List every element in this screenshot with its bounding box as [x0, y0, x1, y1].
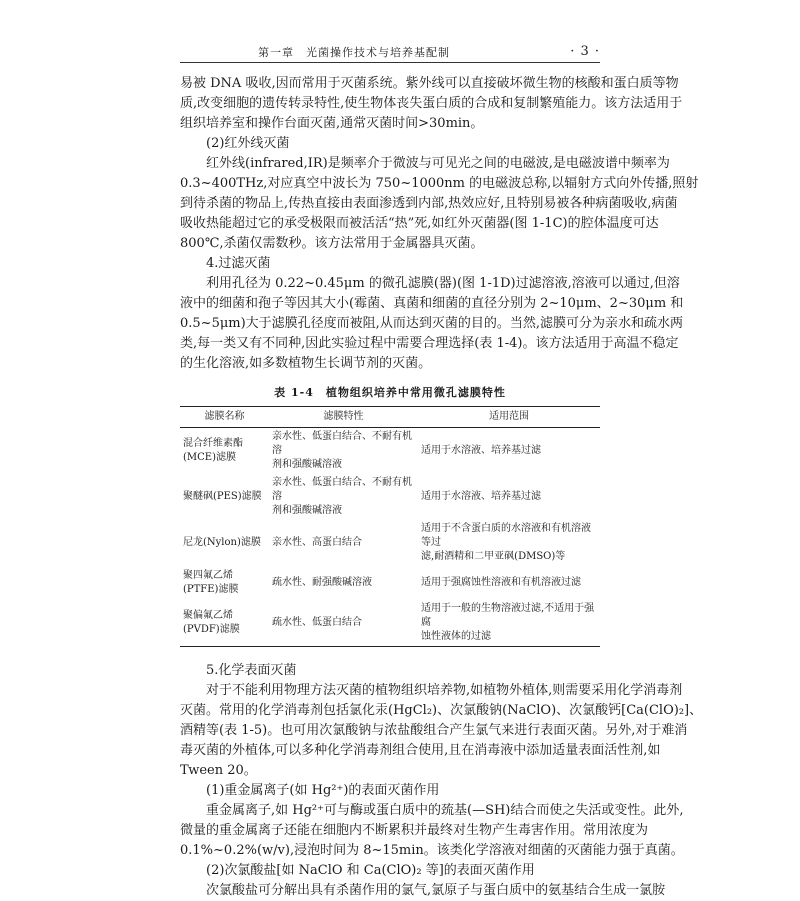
- text-line: Tween 20。: [180, 763, 257, 778]
- text-line: 对于不能利用物理方法灭菌的植物组织培养物,如植物外植体,则需要采用化学消毒剂: [206, 683, 683, 698]
- text-line: 类,每一类又有不同种,因此实验过程中需要合理选择(表 1-4)。该方法适用于高温不稳定: [180, 336, 679, 351]
- table-cell-name: [180, 566, 269, 600]
- text-line: 0.1%~0.2%(w/v),浸泡时间为 8~15min。该类化学溶液对细菌的灭菌能力强于真菌。: [180, 843, 684, 858]
- cell-line: 混合纤维素酯: [183, 438, 243, 449]
- section-heading-chemical: 5.化学表面灭菌: [206, 663, 297, 678]
- text-line: 到待杀菌的物品上,传热直接由表面渗透到内部,热效应好,且特别易被各种病菌吸收,病菌: [180, 196, 678, 211]
- intro-paragraph: [180, 74, 683, 134]
- table-cell-name: [180, 600, 269, 647]
- text-line: 酒精等(表 1-5)。也可用次氯酸钠与浓盐酸组合产生氯气来进行表面灭菌。另外,对于难消: [180, 723, 688, 738]
- text-line: 吸收热能超过它的承受极限而被活活“热”死,如红外灭菌器(图 1-1C)的腔体温度可达: [180, 216, 659, 231]
- column-header: 适用范围: [418, 407, 600, 428]
- text-line: 灭菌。常用的化学消毒剂包括氯化汞(HgCl₂)、次氯酸钠(NaClO)、次氯酸钙[Ca(ClO)₂]、: [180, 703, 703, 718]
- membrane-table: [180, 406, 600, 647]
- column-header: 滤膜名称: [180, 407, 269, 428]
- cell-line: 亲水性、低蛋白结合、不耐有机溶: [272, 431, 412, 456]
- table-cell-name: [180, 474, 269, 520]
- table-row: [180, 600, 600, 647]
- cell-line: 疏水性、耐强酸碱溶液: [272, 577, 372, 588]
- table-cell-feature: [269, 566, 418, 600]
- text-line: 800℃,杀菌仅需数秒。该方法常用于金属器具灭菌。: [180, 236, 484, 251]
- table-cell-feature: [269, 428, 418, 475]
- cell-line: 聚偏氟乙烯: [183, 610, 233, 621]
- cell-line: 蚀性液体的过滤: [421, 631, 491, 642]
- cell-line: 适用于水溶液、培养基过滤: [421, 445, 541, 456]
- chapter-title: 第一章 光菌操作技术与培养基配制: [258, 46, 450, 59]
- cell-line: 尼龙(Nylon)滤膜: [183, 537, 261, 548]
- heavy-metal-paragraph: [180, 801, 684, 861]
- cell-line: 亲水性、高蛋白结合: [272, 537, 362, 548]
- text-line: 的生化溶液,如多数植物生长调节剂的灭菌。: [180, 356, 432, 371]
- table-cell-name: [180, 428, 269, 475]
- table-header-row: [180, 407, 600, 428]
- text-line: 质,改变细胞的遗传转录特性,使生物体丧失蛋白质的合成和复制繁殖能力。该方法适用于: [180, 96, 683, 111]
- section-heading-infrared: (2)红外线灭菌: [206, 136, 290, 151]
- table-row: [180, 474, 600, 520]
- text-line: 红外线(infrared,IR)是频率介于微波与可见光之间的电磁波,是电磁波谱中频率为: [206, 156, 670, 171]
- table-cell-feature: [269, 474, 418, 520]
- cell-line: 聚醚砜(PES)滤膜: [183, 491, 262, 502]
- text-line: 组织培养室和操作台面灭菌,通常灭菌时间>30min。: [180, 116, 484, 131]
- running-header: [180, 44, 600, 60]
- table-cell-usage: [418, 520, 600, 566]
- cell-line: 剂和强酸碱溶液: [272, 505, 342, 516]
- table-cell-name: [180, 520, 269, 566]
- subsection-heading-hypochlorite: (2)次氯酸盐[如 NaClO 和 Ca(ClO)₂ 等]的表面灭菌作用: [206, 863, 535, 878]
- cell-line: (PVDF)滤膜: [183, 624, 240, 635]
- table-cell-usage: [418, 566, 600, 600]
- text-line: 毒灭菌的外植体,可以多种化学消毒剂组合使用,且在消毒液中添加适量表面活性剂,如: [180, 743, 661, 758]
- cell-line: (PTFE)滤膜: [183, 584, 239, 595]
- cell-line: 剂和强酸碱溶液: [272, 459, 342, 470]
- table-cell-feature: [269, 520, 418, 566]
- infrared-paragraph: [180, 154, 699, 254]
- page-number: · 3 ·: [570, 44, 600, 59]
- cell-line: 亲水性、低蛋白结合、不耐有机溶: [272, 477, 412, 502]
- cell-line: 疏水性、低蛋白结合: [272, 617, 362, 628]
- hypochlorite-paragraph: [180, 881, 666, 901]
- table-row: [180, 428, 600, 475]
- page-body: [180, 74, 703, 901]
- text-line: 液中的细菌和孢子等因其大小(霉菌、真菌和细菌的直径分别为 2~10μm、2~30μm 和: [180, 296, 684, 311]
- table-cell-usage: [418, 600, 600, 647]
- text-line: 次氯酸盐可分解出具有杀菌作用的氯气,氯原子与蛋白质中的氨基结合生成一氯胺: [206, 883, 666, 898]
- text-line: 重金属离子,如 Hg²⁺可与酶或蛋白质中的巯基(—SH)结合而使之失活或变性。此外,: [206, 803, 684, 818]
- cell-line: 适用于水溶液、培养基过滤: [421, 491, 541, 502]
- table-body: [180, 428, 600, 647]
- table-title: 表 1-4 植物组织培养中常用微孔滤膜特性: [274, 386, 506, 399]
- filtration-paragraph: [180, 274, 684, 374]
- chemical-paragraph: [180, 681, 703, 781]
- text-line: 微量的重金属离子还能在细胞内不断累积并最终对生物产生毒害作用。常用浓度为: [180, 823, 649, 838]
- text-line: 利用孔径为 0.22~0.45μm 的微孔滤膜(器)(图 1-1D)过滤溶液,溶液可以通过,但溶: [206, 276, 680, 291]
- cell-line: 滤,耐酒精和二甲亚砜(DMSO)等: [421, 551, 566, 562]
- section-heading-filtration: 4.过滤灭菌: [206, 256, 271, 271]
- text-line: 0.5~5μm)大于滤膜孔径度而被阻,从而达到灭菌的目的。当然,滤膜可分为亲水和疏水两: [180, 316, 683, 331]
- cell-line: 适用于强腐蚀性溶液和有机溶液过滤: [421, 577, 581, 588]
- cell-line: 适用于一般的生物溶液过滤,不适用于强腐: [421, 603, 595, 628]
- text-line: 易被 DNA 吸收,因而常用于灭菌系统。紫外线可以直接破坏微生物的核酸和蛋白质等物: [180, 76, 679, 91]
- table-row: [180, 520, 600, 566]
- cell-line: 适用于不含蛋白质的水溶液和有机溶液等过: [421, 523, 591, 548]
- table-cell-usage: [418, 474, 600, 520]
- column-header: 滤膜特性: [269, 407, 418, 428]
- text-line: 0.3~400THz,对应真空中波长为 750~1000nm 的电磁波总称,以辐射方式向外传播,照射: [180, 176, 699, 191]
- table-row: [180, 566, 600, 600]
- table-cell-usage: [418, 428, 600, 475]
- header-rule: [180, 62, 600, 63]
- cell-line: (MCE)滤膜: [183, 452, 236, 463]
- table-cell-feature: [269, 600, 418, 647]
- cell-line: 聚四氟乙烯: [183, 570, 233, 581]
- subsection-heading-heavy-metal: (1)重金属离子(如 Hg²⁺)的表面灭菌作用: [206, 783, 440, 798]
